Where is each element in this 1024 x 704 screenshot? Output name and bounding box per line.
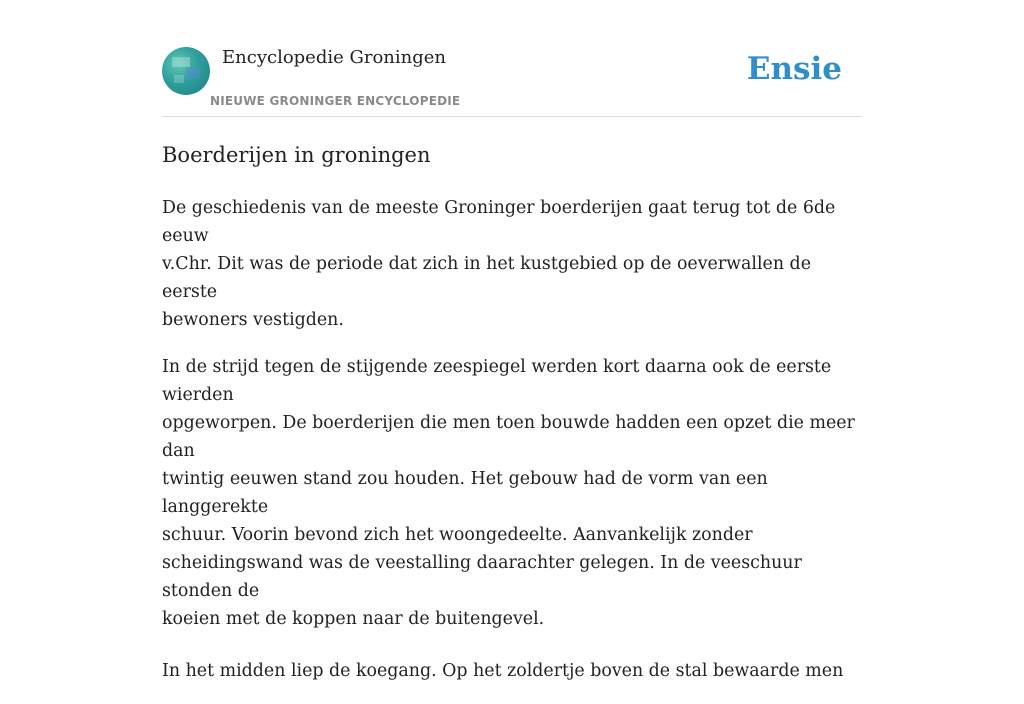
site-header <box>162 40 862 117</box>
avatar-tile <box>174 75 184 83</box>
article-paragraph <box>162 353 862 633</box>
paragraph-line: twintig eeuwen stand zou houden. Het gebouw had de vorm van een langgerekte <box>162 469 768 517</box>
article-paragraph <box>162 194 862 334</box>
paragraph-line: koeien met de koppen naar de buitengevel. <box>162 609 545 629</box>
paragraph-line: v.Chr. Dit was de periode dat zich in het kustgebied op de oeverwallen de eerste <box>162 254 811 302</box>
avatar-tile <box>172 57 190 67</box>
paragraph-line: In het midden liep de koegang. Op het zoldertje boven de stal bewaarde men <box>162 661 844 681</box>
paragraph-line: De geschiedenis van de meeste Groninger boerderijen gaat terug tot de 6de eeuw <box>162 198 836 246</box>
paragraph-line: bewoners vestigden. <box>162 310 344 330</box>
paragraph-line: schuur. Voorin bevond zich het woongedeelte. Aanvankelijk zonder <box>162 525 753 545</box>
site-title[interactable]: Encyclopedie Groningen <box>222 47 447 68</box>
avatar-tile <box>186 67 200 79</box>
article-title: Boerderijen in groningen <box>162 143 431 167</box>
site-avatar[interactable] <box>162 47 210 95</box>
brand-logo[interactable]: Ensie <box>746 51 842 87</box>
paragraph-line: In de strijd tegen de stijgende zeespiegel werden kort daarna ook de eerste wierden <box>162 357 832 405</box>
paragraph-line: opgeworpen. De boerderijen die men toen bouwde hadden een opzet die meer dan <box>162 413 855 461</box>
article <box>162 138 862 704</box>
article-paragraph <box>162 657 862 685</box>
paragraph-line: scheidingswand was de veestalling daarachter gelegen. In de veeschuur stonden de <box>162 553 802 601</box>
site-subtitle: NIEUWE GRONINGER ENCYCLOPEDIE <box>210 94 461 108</box>
